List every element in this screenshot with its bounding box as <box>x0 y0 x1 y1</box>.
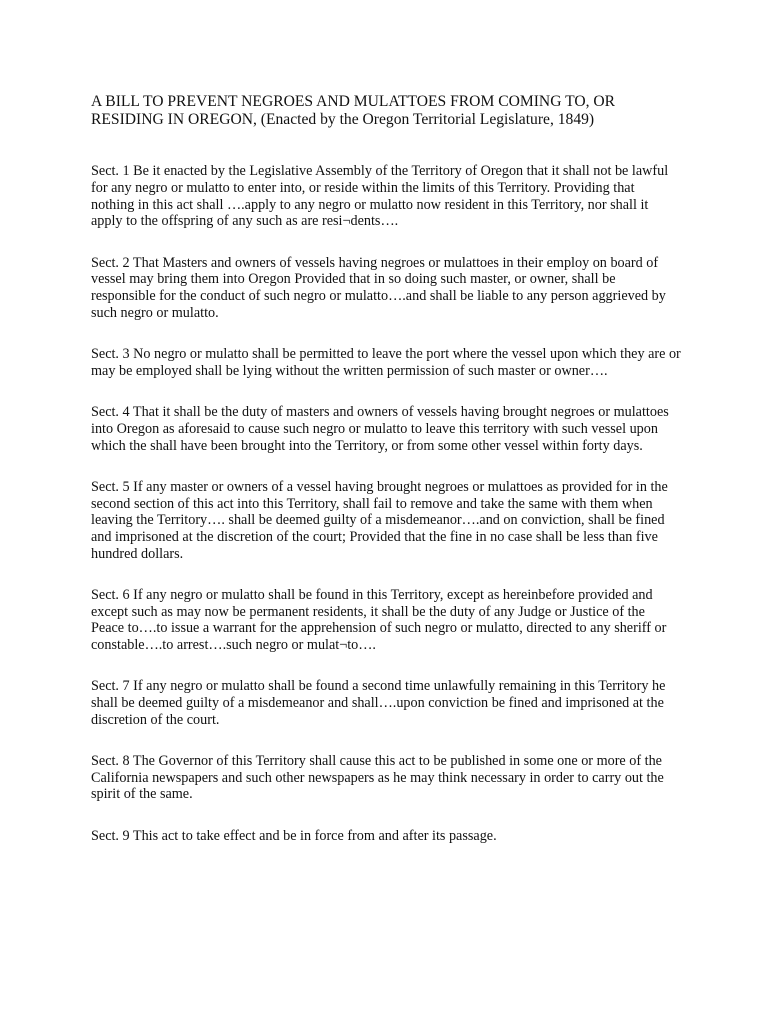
section-7: Sect. 7 If any negro or mulatto shall be found a second time unlawfully remaining in this Territory he shall be deemed guilty of a misdemeanor and shall….upon conviction be fined and imprisoned at the discretion of the court. <box>91 678 666 728</box>
document-title: A BILL TO PREVENT NEGROES AND MULATTOES FROM COMING TO, OR RESIDING IN OREGON, (Enacted by the Oregon Territorial Legislature, 1849) <box>91 93 616 129</box>
section-9: Sect. 9 This act to take effect and be in force from and after its passage. <box>91 828 497 845</box>
section-4: Sect. 4 That it shall be the duty of masters and owners of vessels having brought negroes or mulattoes into Oregon as aforesaid to cause such negro or mulatto to leave this territory with such vessel upon which the shall have been brought into the Territory, or from some other vessel within forty days. <box>91 404 669 454</box>
section-1: Sect. 1 Be it enacted by the Legislative Assembly of the Territory of Oregon that it shall not be lawful for any negro or mulatto to enter into, or reside within the limits of this Territory. Providing that nothing in this act shall ….apply to any negro or mulatto now resident in this Territory, nor shall it apply to the offspring of any such as are resi¬dents…. <box>91 163 669 230</box>
document-body <box>91 93 681 870</box>
section-3: Sect. 3 No negro or mulatto shall be permitted to leave the port where the vessel upon which they are or may be employed shall be lying without the written permission of such master or owner…. <box>91 346 681 379</box>
section-8: Sect. 8 The Governor of this Territory shall cause this act to be published in some one or more of the California newspapers and such other newspapers as he may think necessary in order to carry out the spirit of the same. <box>91 753 664 803</box>
section-2: Sect. 2 That Masters and owners of vessels having negroes or mulattoes in their employ on board of vessel may bring them into Oregon Provided that in so doing such master, or owner, shall be responsible for the conduct of such negro or mulatto….and shall be liable to any person aggrieved by such negro or mulatto. <box>91 254 666 321</box>
section-5: Sect. 5 If any master or owners of a vessel having brought negroes or mulattoes as provided for in the second section of this act into this Territory, shall fail to remove and take the same with them when leaving the Territory…. shall be deemed guilty of a misdemeanor….and on conviction, shall be fined and imprisoned at the discretion of the court; Provided that the fine in no case shall be less than five hundred dollars. <box>91 479 668 562</box>
section-6: Sect. 6 If any negro or mulatto shall be found in this Territory, except as hereinbefore provided and except such as may now be permanent residents, it shall be the duty of any Judge or Justice of the Peace to….to issue a warrant for the apprehension of such negro or mulatto, directed to any sheriff or constable….to arrest….such negro or mulat¬to…. <box>91 587 667 653</box>
